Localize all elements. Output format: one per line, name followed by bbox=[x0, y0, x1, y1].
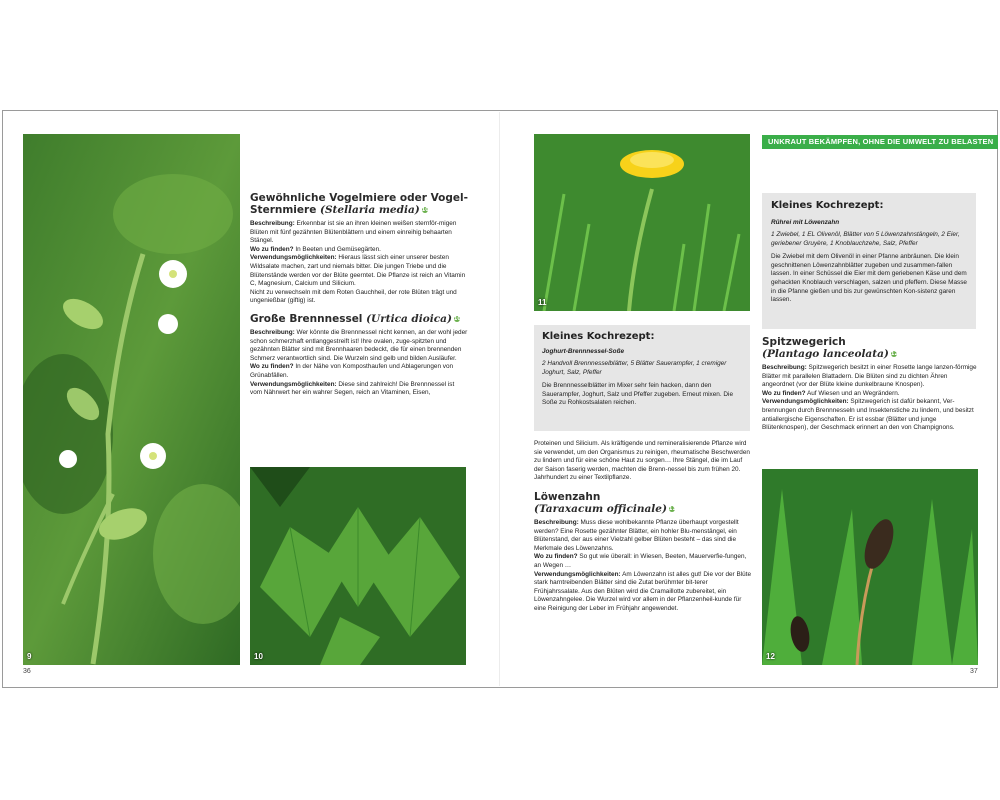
photo-number-12: 12 bbox=[766, 652, 775, 661]
loewenzahn-usage: Verwendungsmöglichkeiten: Am Löwenzahn ist alles gut! Die vor der Blüte stark harntreibenden Blätter sind die Zutat berühmter bit-terer Frühjahrssalate. Aus den Blüten wird die Cramaillotte zubereitet, ein Löwenzahngelee. Die Wurzel wird vor allem in der Pflanzenheil-kunde für eine Reinigung der Leber im Frühjahr angewendet. bbox=[534, 570, 752, 612]
section-header-bar: UNKRAUT BEKÄMPFEN, OHNE DIE UMWELT ZU BELASTEN bbox=[762, 135, 998, 149]
photo-nettle bbox=[250, 467, 466, 665]
page-number-right: 37 bbox=[970, 668, 978, 675]
loewenzahn-description: Beschreibung: Muss diese wohlbekannte Pflanze überhaupt vorgestellt werden? Eine Rosette gezähnter Blätter, ein hohler Blu-menstängel, ein Blütenstand, der aus einer Vielzahl gelber Blüten besteht – das sind die Merkmale des Löwenzahns. bbox=[534, 518, 739, 552]
vogelmiere-description: Beschreibung: Erkennbar ist sie an ihren kleinen weißen sternför-migen Blüten mit fünf gezähnten Blütenblättern und einem einreihig behaarten Stängel. bbox=[250, 220, 457, 245]
photo-chickweed bbox=[23, 134, 240, 665]
page-number-left: 36 bbox=[23, 668, 31, 675]
photo-ref-mark: 10 bbox=[421, 207, 429, 213]
recipe-instructions: Die Zwiebel mit dem Olivenöl in einer Pfanne anbräunen. Die klein geschnittenen Löwenzahnblätter zugeben und zusammen-fallen lassen. In einer Schüssel die Eier mit dem geriebenen Käse und dem gehackten Knoblauch verschlagen, salzen und pfeffern. Diese Masse in die Pfanne gießen und bis zur gewünschten Kon-sistenz garen lassen. bbox=[771, 253, 967, 304]
vogelmiere-location: Wo zu finden? In Beeten und Gemüsegärten. bbox=[250, 245, 381, 253]
spitzwegerich-title: Spitzwegerich (Plantago lanceolata) 12 bbox=[762, 336, 898, 360]
vogelmiere-usage: Verwendungsmöglichkeiten: Hieraus lässt sich einer unserer besten Wildsalate machen, zart und niemals bitter. Die jungen Triebe und die Blütenstände werden vor der Blüte geerntet. Die Pflanze ist reich an Vitamin C, Magnesium, Calcium und Silicium. bbox=[250, 254, 466, 288]
recipe-subtitle: Joghurt-Brennnessel-Soße bbox=[542, 348, 625, 355]
recipe-box-nettle bbox=[534, 325, 750, 431]
photo-ref-mark: 12 bbox=[890, 351, 898, 357]
recipe-title: Kleines Kochrezept: bbox=[542, 331, 655, 342]
photo-number-11: 11 bbox=[538, 298, 547, 307]
column-loewenzahn bbox=[534, 440, 752, 614]
loewenzahn-title: Löwenzahn (Taraxacum officinale) 11 bbox=[534, 490, 676, 515]
recipe-subtitle: Rührei mit Löwenzahn bbox=[771, 219, 840, 226]
column-spitzwegerich bbox=[762, 336, 978, 433]
spitzwegerich-location: Wo zu finden? Auf Wiesen und an Wegrändern. bbox=[762, 389, 900, 397]
spitzwegerich-usage: Verwendungsmöglichkeiten: Spitzwegerich ist dafür bekannt, Ver-brennungen durch Brennnesseln und Insektenstiche zu lindern, und besitzt antiallergische Eigenschaften. Er ist essbar (Blätter und junge Blütenknospen), der Geschmack erinnert an den von Champignons. bbox=[762, 398, 974, 432]
photo-dandelion bbox=[534, 134, 750, 311]
recipe-ingredients: 2 Handvoll Brennnesselblätter, 5 Blätter Sauerampfer, 1 cremiger Joghurt, Salz, Pfeffer bbox=[542, 360, 727, 376]
brennnessel-title: Große Brennnessel (Urtica dioica) 10 bbox=[250, 312, 461, 325]
recipe-instructions: Die Brennnesselblätter im Mixer sehr fein hacken, dann den Sauerampfer, Joghurt, Salz und Pfeffer zugeben. Erneut mixen. Die Soße zu Rohkostsalaten reichen. bbox=[542, 382, 734, 407]
brennnessel-location: Wo zu finden? In der Nähe von Komposthaufen und Ablagerungen von Grünabfällen. bbox=[250, 363, 454, 379]
recipe-box-dandelion bbox=[762, 193, 976, 329]
brennnessel-continuation: Proteinen und Silicium. Als kräftigende und remineralisierende Pflanze wird sie verwendet, um den Organismus zu reinigen, rheumatische Beschwerden zu lindern und für eine schöne Haut zu sorgen… Ihre Stängel, die im Lauf der Saison faserig werden, machten die Brenn-nessel bis zum frühen 20. Jahrhundert zu einer Textilpflanze. bbox=[534, 440, 750, 482]
photo-plantain bbox=[762, 469, 978, 665]
vogelmiere-title: Gewöhnliche Vogelmiere oder Vogel- Sternmiere (Stellaria media) 10 bbox=[250, 192, 468, 216]
brennnessel-description: Beschreibung: Wer könnte die Brennnessel nicht kennen, an der wohl jeder schon schmerzhaft entlanggestreift ist! Ihre ovalen, zuge-spitzten und gezähnten Blätter sind mit Brennhaaren bedeckt, die für einen brennenden Schmerz verantwortlich sind. Die Wurzeln sind gelb und bilden Ausläufer. bbox=[250, 328, 468, 362]
book-spine bbox=[499, 112, 500, 686]
recipe-ingredients: 1 Zwiebel, 1 EL Olivenöl, Blätter von 5 Löwenzahnstängeln, 2 Eier, geriebener Gruyère, 1 Knoblauchzehe, Salz, Pfeffer bbox=[771, 231, 960, 247]
column-vogelmiere bbox=[250, 192, 468, 398]
brennnessel-usage: Verwendungsmöglichkeiten: Diese sind zahlreich! Die Brennnessel ist vom Nährwert her ein wahrer Segen, reich an Vitaminen, Eisen, bbox=[250, 380, 455, 397]
photo-ref-mark: 10 bbox=[453, 315, 461, 322]
loewenzahn-location: Wo zu finden? So gut wie überall: in Wiesen, Beeten, Mauerverfie-fungen, an Wegen … bbox=[534, 553, 747, 569]
photo-number-10: 10 bbox=[254, 652, 263, 661]
photo-number-9: 9 bbox=[27, 652, 32, 661]
spitzwegerich-description: Beschreibung: Spitzwegerich besitzt in einer Rosette lange lanzen-förmige Blätter mit parallelen Blattadern. Die Blüten sind zu dichten Ähren angeordnet (vor der Blüte kleine dunkelbraune Knospen). bbox=[762, 364, 977, 389]
vogelmiere-note: Nicht zu verwechseln mit dem Roten Gauchheil, der rote Blüten trägt und ungenießbar (giftig) ist. bbox=[250, 288, 457, 305]
recipe-title: Kleines Kochrezept: bbox=[771, 200, 884, 211]
photo-ref-mark: 11 bbox=[668, 505, 676, 512]
